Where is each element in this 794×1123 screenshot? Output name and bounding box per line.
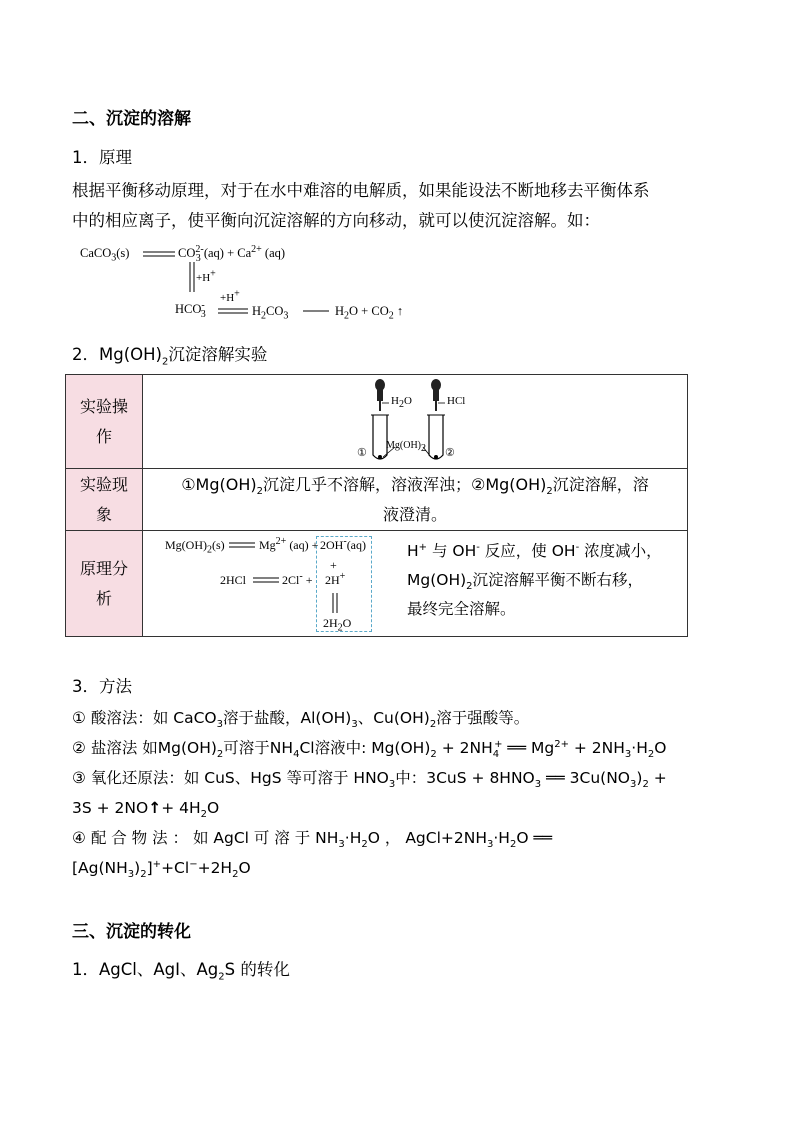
phenomenon-cell: $①Mg(OH)_2$沉淀几乎不溶解，溶液浑浊；$②Mg(OH)_2$沉淀溶解，溶 液澄清。: [143, 469, 688, 531]
methods-heading: 3．方法: [72, 677, 132, 696]
experiment-table: [65, 374, 688, 637]
principle-line-1: 根据平衡移动原理，对于在水中难溶的电解质，如果能设法不断地移去平衡体系: [72, 181, 650, 200]
test-tube-figure: $H_2O$ HCl ① ② $Mg(OH)_2$: [143, 375, 687, 468]
row-label-operation: 实验操作: [66, 375, 143, 469]
method-salt: ② 盐溶法 如$Mg(OH)_2$可溶于$NH_4Cl$溶液中: $Mg(OH)_2 + 2NH_4^+$ ══ $Mg^{2+} + 2NH_3\cdot H_2O$: [72, 738, 667, 761]
method-redox-cont: 3S + 2NO↑+ $4H_2O$: [72, 799, 220, 821]
section-title: 二、沉淀的溶解: [72, 109, 191, 129]
equilibrium-arrow-3: [229, 541, 255, 549]
section-3-title: 三、沉淀的转化: [72, 922, 191, 942]
method-complex-cont: $[Ag(NH_3)_2]^++Cl^-+2H_2O$: [72, 858, 251, 881]
method-acid: ① 酸溶法：如 CaCO$_3$溶于盐酸，$Al(OH)_3$、$Cu(OH)_2$溶于强酸等。: [72, 709, 530, 731]
method-redox: ③ 氧化还原法：如 CuS、HgS 等可溶于 $HNO_3$中：$3CuS + 8HNO_3$ ══ $3Cu(NO_3)_2$ +: [72, 769, 667, 791]
experiment-heading: 2．$Mg(OH)_2$沉淀溶解实验: [72, 345, 268, 368]
methods-list: [72, 703, 724, 883]
principle-heading: 1．原理: [72, 148, 132, 167]
row-label-phenomenon: 实验现象: [66, 469, 143, 531]
highlight-box: [316, 536, 372, 632]
analysis-text: H+ 与 OH- 反应，使 OH- 浓度减小， $Mg(OH)_2$沉淀溶解平衡不断右移， 最终完全溶解。: [407, 541, 662, 618]
analysis-cell: [143, 531, 688, 637]
equilibrium-arrow-4: [253, 576, 279, 584]
vertical-equilibrium: [188, 262, 196, 292]
section-3-sub-1: 1．AgCl、AgI、$Ag_2S$ 的转化: [72, 960, 290, 983]
principle-line-2: 中的相应离子，使平衡向沉淀溶解的方向移动，就可以使沉淀溶解。如：: [72, 211, 600, 230]
method-complex: ④ 配 合 物 法 ： 如 AgCl 可 溶 于 $NH_3\cdot H_2O$ ， $AgCl+2NH_3\cdot H_2O$ ══: [72, 829, 553, 851]
caco3-equation: CaCO$_3$(s) $CO^{2-}_3$ $(aq) + Ca^{2+}$ (aq) +H+ $HCO^-_3$ +H+ $H_2CO_3$ $H_2O + CO_2$ ↑: [80, 243, 404, 322]
equilibrium-arrow: [142, 249, 176, 259]
analysis-equation: $Mg(OH)_2(s)$ $Mg^{2+}$ (aq) + 2OH-(aq) + 2HCl 2Cl- + 2H+ $2H_2O$: [165, 533, 405, 633]
row-label-analysis: 原理分析: [66, 531, 143, 637]
equilibrium-arrow-2: [217, 306, 249, 316]
operation-figure-cell: [143, 375, 688, 469]
reaction-arrow: [302, 307, 330, 315]
